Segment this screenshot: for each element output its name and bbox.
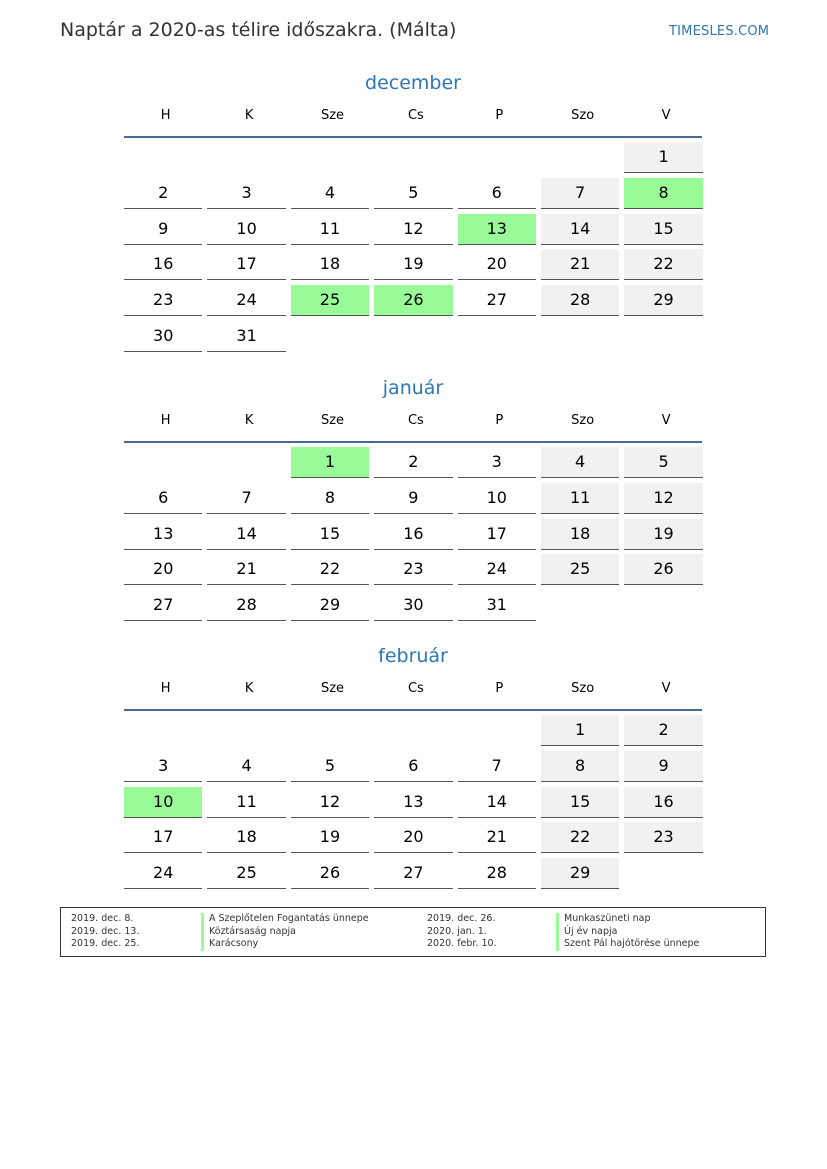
day-cell [207,321,290,357]
day-number: 11 [541,483,619,514]
legend-date: 2019. dec. 8. [71,913,134,924]
day-number: 10 [124,787,202,818]
day-number: 11 [207,787,285,818]
weekday-header [124,403,702,443]
day-cell [207,519,290,555]
day-cell [458,483,541,519]
legend-date: 2019. dec. 13. [71,925,140,937]
day-cell [291,787,374,823]
day-number: 1 [624,142,702,173]
day-cell [207,483,290,519]
weekday-label: K [244,413,254,428]
day-cell [291,178,374,214]
day-cell [374,590,457,626]
weekday-label: H [160,108,171,123]
weekday-label: H [160,681,171,696]
day-cell [374,519,457,555]
day-number: 13 [458,214,536,245]
legend-holiday-name: Karácsony [201,938,369,951]
day-number: 18 [207,822,285,853]
day-cell [541,483,624,519]
day-number: 2 [624,715,702,746]
day-number: 16 [124,249,202,280]
legend-holiday-name: Köztársaság napja [201,926,369,939]
weekday-label: V [661,413,671,428]
day-cell [124,483,207,519]
day-cell [374,447,457,483]
day-cell [458,554,541,590]
day-number: 22 [541,822,619,853]
weekday-label: H [160,413,171,428]
day-cell [291,858,374,894]
weekday-label: P [495,413,504,428]
day-cell [124,249,207,285]
day-number: 28 [541,285,619,316]
day-cell [624,142,707,178]
weekday-label: Szo [571,413,595,428]
day-cell [624,483,707,519]
site-link[interactable]: TIMESLES.COM [669,24,770,39]
day-number: 31 [207,321,285,352]
weekday-header [124,98,702,138]
day-number: 20 [124,554,202,585]
day-cell [374,214,457,250]
day-cell [207,214,290,250]
day-cell [624,285,707,321]
day-cell [291,554,374,590]
day-number: 15 [291,519,369,550]
day-cell [124,822,207,858]
day-number: 21 [207,554,285,585]
day-number: 19 [624,519,702,550]
day-cell [374,249,457,285]
day-number: 12 [291,787,369,818]
day-number: 13 [374,787,452,818]
day-cell [124,214,207,250]
day-number: 7 [541,178,619,209]
day-number: 5 [374,178,452,209]
legend-holiday-name: Új év napja [556,926,699,939]
page-title: Naptár a 2020-as télire időszakra. (Málta) [60,19,457,41]
day-cell [207,178,290,214]
day-cell [541,787,624,823]
day-number: 3 [124,751,202,782]
day-cell [291,590,374,626]
day-cell [541,447,624,483]
day-cell [124,787,207,823]
day-cell [374,178,457,214]
day-number: 18 [291,249,369,280]
day-cell [541,822,624,858]
day-number: 11 [291,214,369,245]
day-cell [624,751,707,787]
day-cell [541,249,624,285]
day-number: 29 [291,590,369,621]
day-number: 8 [291,483,369,514]
day-cell [541,285,624,321]
day-grid [124,715,702,894]
day-cell [374,483,457,519]
day-number: 29 [624,285,702,316]
day-number: 9 [124,214,202,245]
day-cell [374,751,457,787]
day-number: 10 [458,483,536,514]
day-cell [541,858,624,894]
day-number: 5 [624,447,702,478]
day-number: 3 [207,178,285,209]
day-number: 28 [458,858,536,889]
day-cell [624,554,707,590]
day-number: 25 [541,554,619,585]
month-calendar [124,373,702,626]
day-number: 12 [374,214,452,245]
day-number: 18 [541,519,619,550]
day-cell [291,751,374,787]
day-number: 16 [374,519,452,550]
weekday-label: Cs [407,413,424,428]
weekday-label: Szo [571,681,595,696]
day-number: 27 [458,285,536,316]
day-number: 14 [458,787,536,818]
day-cell [458,214,541,250]
weekday-label: K [244,681,254,696]
legend-holiday-name: Szent Pál hajótörése ünnepe [556,938,699,951]
day-cell [458,822,541,858]
day-cell [541,554,624,590]
day-number: 19 [374,249,452,280]
day-cell [207,751,290,787]
day-number: 4 [291,178,369,209]
weekday-label: Sze [320,681,345,696]
day-cell [124,751,207,787]
day-cell [124,590,207,626]
month-calendar [124,641,702,894]
day-number: 7 [458,751,536,782]
day-number: 2 [374,447,452,478]
day-cell [458,178,541,214]
day-number: 13 [124,519,202,550]
day-number: 17 [124,822,202,853]
day-number: 4 [207,751,285,782]
day-cell [624,249,707,285]
day-cell [624,178,707,214]
day-number: 25 [207,858,285,889]
day-number: 9 [624,751,702,782]
weekday-label: Cs [407,108,424,123]
weekday-label: V [661,681,671,696]
day-cell [291,447,374,483]
day-cell [207,590,290,626]
day-cell [624,519,707,555]
day-number: 9 [374,483,452,514]
weekday-label: Sze [320,413,345,428]
weekday-label: P [495,681,504,696]
day-number: 22 [624,249,702,280]
month-name: január [382,377,444,399]
day-number: 15 [624,214,702,245]
day-number: 26 [374,285,452,316]
day-number: 6 [458,178,536,209]
day-cell [291,285,374,321]
day-number: 6 [124,483,202,514]
day-cell [374,858,457,894]
day-number: 12 [624,483,702,514]
day-cell [207,858,290,894]
weekday-header [124,671,702,711]
day-number: 3 [458,447,536,478]
day-number: 1 [541,715,619,746]
day-cell [124,554,207,590]
day-number: 23 [624,822,702,853]
day-number: 15 [541,787,619,818]
legend-date: 2019. dec. 26. [427,913,496,924]
day-cell [624,787,707,823]
day-number: 30 [124,321,202,352]
weekday-label: K [244,108,254,123]
day-number: 28 [207,590,285,621]
day-cell [207,554,290,590]
day-number: 23 [374,554,452,585]
legend-date: 2019. dec. 25. [71,938,140,949]
day-number: 8 [541,751,619,782]
day-number: 14 [207,519,285,550]
day-number: 1 [291,447,369,478]
day-number: 21 [458,822,536,853]
day-number: 29 [541,858,619,889]
day-number: 16 [624,787,702,818]
day-number: 26 [291,858,369,889]
day-cell [624,715,707,751]
day-cell [124,178,207,214]
day-cell [624,214,707,250]
day-cell [291,483,374,519]
day-cell [124,519,207,555]
day-number: 19 [291,822,369,853]
day-cell [124,321,207,357]
day-cell [207,249,290,285]
day-cell [207,285,290,321]
day-cell [458,447,541,483]
weekday-label: Szo [571,108,595,123]
day-number: 27 [374,858,452,889]
day-number: 30 [374,590,452,621]
day-number: 6 [374,751,452,782]
legend-date: 2020. jan. 1. [427,925,487,937]
day-cell [291,822,374,858]
weekday-label: P [495,108,504,123]
day-number: 22 [291,554,369,585]
day-number: 24 [207,285,285,316]
day-cell [541,715,624,751]
day-cell [291,214,374,250]
day-number: 31 [458,590,536,621]
day-cell [541,214,624,250]
day-number: 4 [541,447,619,478]
weekday-label: Sze [320,108,345,123]
day-number: 17 [458,519,536,550]
weekday-label: Cs [407,681,424,696]
day-cell [374,822,457,858]
day-number: 24 [124,858,202,889]
day-grid [124,447,702,626]
weekday-label: V [661,108,671,123]
day-cell [124,285,207,321]
day-cell [374,285,457,321]
day-cell [374,554,457,590]
day-cell [541,178,624,214]
day-grid [124,142,702,357]
day-number: 26 [624,554,702,585]
day-cell [624,822,707,858]
legend-date: 2020. febr. 10. [427,938,497,949]
day-cell [374,787,457,823]
legend-holiday-name: Munkaszüneti nap [556,913,699,926]
legend-holiday-name: A Szeplőtelen Fogantatás ünnepe [201,913,369,926]
day-cell [458,787,541,823]
day-cell [458,590,541,626]
day-number: 20 [374,822,452,853]
day-number: 10 [207,214,285,245]
day-number: 25 [291,285,369,316]
day-number: 27 [124,590,202,621]
day-number: 23 [124,285,202,316]
day-number: 24 [458,554,536,585]
day-cell [541,751,624,787]
day-cell [458,858,541,894]
day-number: 20 [458,249,536,280]
month-calendar [124,68,702,357]
day-cell [291,249,374,285]
day-cell [458,285,541,321]
day-number: 8 [624,178,702,209]
holiday-legend [60,907,766,957]
day-cell [207,787,290,823]
day-cell [541,519,624,555]
day-cell [458,751,541,787]
day-number: 2 [124,178,202,209]
day-number: 21 [541,249,619,280]
day-cell [458,249,541,285]
day-number: 17 [207,249,285,280]
month-name: február [378,645,448,667]
day-number: 5 [291,751,369,782]
day-cell [207,822,290,858]
day-cell [124,858,207,894]
month-name: december [365,72,461,94]
day-cell [624,447,707,483]
day-number: 7 [207,483,285,514]
day-cell [291,519,374,555]
day-number: 14 [541,214,619,245]
day-cell [458,519,541,555]
